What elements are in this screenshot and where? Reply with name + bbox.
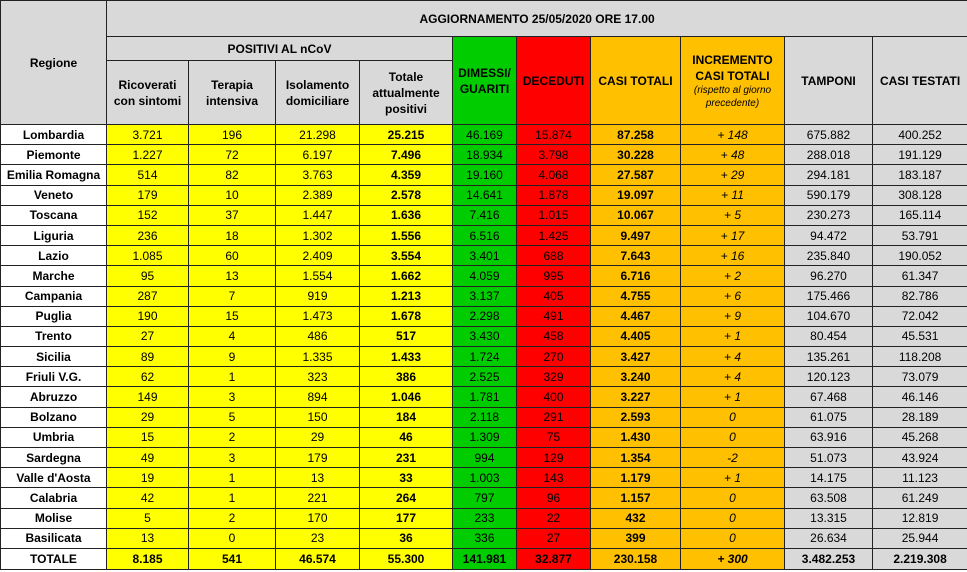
totale-positivi-cell: 264 — [360, 488, 453, 508]
casi-totali-cell: 3.240 — [591, 367, 681, 387]
isolamento-cell: 3.763 — [276, 165, 360, 185]
casi-totali-header: CASI TOTALI — [591, 37, 681, 125]
dimessi-cell: 994 — [453, 448, 517, 468]
isolamento-cell: 2.409 — [276, 246, 360, 266]
region-name: Marche — [1, 266, 107, 286]
total-testati: 2.219.308 — [873, 548, 967, 569]
tamponi-cell: 288.018 — [785, 145, 873, 165]
deceduti-cell: 3.798 — [517, 145, 591, 165]
tamponi-cell: 294.181 — [785, 165, 873, 185]
deceduti-cell: 129 — [517, 448, 591, 468]
table-row — [1, 125, 967, 145]
tamponi-cell: 675.882 — [785, 125, 873, 145]
table-row — [1, 347, 967, 367]
ricoverati-cell: 42 — [107, 488, 189, 508]
table-row — [1, 205, 967, 225]
isolamento-cell: 1.554 — [276, 266, 360, 286]
totale-positivi-cell: 386 — [360, 367, 453, 387]
region-name: Molise — [1, 508, 107, 528]
incremento-cell: + 2 — [681, 266, 785, 286]
region-name: Sicilia — [1, 347, 107, 367]
terapia-cell: 196 — [189, 125, 276, 145]
region-rows — [1, 125, 967, 549]
tamponi-cell: 94.472 — [785, 225, 873, 245]
tamponi-cell: 26.634 — [785, 528, 873, 548]
deceduti-cell: 491 — [517, 306, 591, 326]
table-row — [1, 407, 967, 427]
isolamento-cell: 150 — [276, 407, 360, 427]
totale-positivi-cell: 184 — [360, 407, 453, 427]
casi-testati-cell: 61.347 — [873, 266, 967, 286]
casi-testati-cell: 400.252 — [873, 125, 967, 145]
casi-testati-cell: 73.079 — [873, 367, 967, 387]
region-name: Puglia — [1, 306, 107, 326]
totale-positivi-cell: 231 — [360, 448, 453, 468]
dimessi-cell: 3.401 — [453, 246, 517, 266]
table-row — [1, 145, 967, 165]
ricoverati-cell: 62 — [107, 367, 189, 387]
casi-testati-cell: 82.786 — [873, 286, 967, 306]
ricoverati-cell: 95 — [107, 266, 189, 286]
casi-testati-cell: 183.187 — [873, 165, 967, 185]
casi-totali-cell: 432 — [591, 508, 681, 528]
casi-testati-cell: 53.791 — [873, 225, 967, 245]
table-row — [1, 427, 967, 447]
totale-positivi-cell: 7.496 — [360, 145, 453, 165]
incremento-cell: + 4 — [681, 347, 785, 367]
deceduti-cell: 1.878 — [517, 185, 591, 205]
incremento-cell: + 148 — [681, 125, 785, 145]
dimessi-cell: 1.724 — [453, 347, 517, 367]
region-name: Basilicata — [1, 528, 107, 548]
tamponi-cell: 590.179 — [785, 185, 873, 205]
totale-positivi-cell: 1.636 — [360, 205, 453, 225]
casi-totali-cell: 10.067 — [591, 205, 681, 225]
deceduti-cell: 27 — [517, 528, 591, 548]
terapia-cell: 82 — [189, 165, 276, 185]
region-name: Friuli V.G. — [1, 367, 107, 387]
casi-testati-cell: 118.208 — [873, 347, 967, 367]
deceduti-cell: 405 — [517, 286, 591, 306]
terapia-cell: 72 — [189, 145, 276, 165]
deceduti-cell: 1.425 — [517, 225, 591, 245]
casi-testati-cell: 25.944 — [873, 528, 967, 548]
ricoverati-cell: 5 — [107, 508, 189, 528]
table-row — [1, 306, 967, 326]
casi-totali-cell: 1.179 — [591, 468, 681, 488]
table-row — [1, 246, 967, 266]
casi-totali-cell: 2.593 — [591, 407, 681, 427]
total-ricoverati: 8.185 — [107, 548, 189, 569]
terapia-cell: 4 — [189, 326, 276, 346]
incremento-cell: 0 — [681, 508, 785, 528]
isolamento-cell: 919 — [276, 286, 360, 306]
isolamento-cell: 23 — [276, 528, 360, 548]
deceduti-cell: 329 — [517, 367, 591, 387]
dimessi-cell: 1.309 — [453, 427, 517, 447]
region-name: Veneto — [1, 185, 107, 205]
total-incremento: + 300 — [681, 548, 785, 569]
ricoverati-cell: 236 — [107, 225, 189, 245]
table-row — [1, 508, 967, 528]
dimessi-cell: 18.934 — [453, 145, 517, 165]
totals-row — [1, 548, 967, 569]
table-row — [1, 488, 967, 508]
casi-testati-cell: 43.924 — [873, 448, 967, 468]
isolamento-cell: 894 — [276, 387, 360, 407]
ricoverati-cell: 152 — [107, 205, 189, 225]
casi-totali-cell: 4.467 — [591, 306, 681, 326]
totale-positivi-cell: 1.662 — [360, 266, 453, 286]
deceduti-cell: 400 — [517, 387, 591, 407]
tamponi-cell: 63.508 — [785, 488, 873, 508]
terapia-cell: 1 — [189, 367, 276, 387]
terapia-cell: 9 — [189, 347, 276, 367]
casi-totali-cell: 7.643 — [591, 246, 681, 266]
totale-positivi-cell: 177 — [360, 508, 453, 528]
casi-testati-cell: 191.129 — [873, 145, 967, 165]
deceduti-cell: 75 — [517, 427, 591, 447]
total-terapia: 541 — [189, 548, 276, 569]
casi-testati-cell: 28.189 — [873, 407, 967, 427]
region-name: Sardegna — [1, 448, 107, 468]
isolamento-cell: 6.197 — [276, 145, 360, 165]
ricoverati-cell: 19 — [107, 468, 189, 488]
terapia-cell: 1 — [189, 488, 276, 508]
casi-testati-cell: 72.042 — [873, 306, 967, 326]
tamponi-cell: 120.123 — [785, 367, 873, 387]
region-name: Valle d'Aosta — [1, 468, 107, 488]
casi-testati-cell: 45.531 — [873, 326, 967, 346]
terapia-cell: 2 — [189, 427, 276, 447]
casi-testati-cell: 46.146 — [873, 387, 967, 407]
casi-totali-cell: 3.427 — [591, 347, 681, 367]
terapia-cell: 60 — [189, 246, 276, 266]
table-row — [1, 266, 967, 286]
deceduti-cell: 1.015 — [517, 205, 591, 225]
terapia-cell: 7 — [189, 286, 276, 306]
tamponi-cell: 104.670 — [785, 306, 873, 326]
tamponi-cell: 61.075 — [785, 407, 873, 427]
totale-positivi-cell: 46 — [360, 427, 453, 447]
dimessi-cell: 3.137 — [453, 286, 517, 306]
casi-testati-cell: 12.819 — [873, 508, 967, 528]
tamponi-cell: 80.454 — [785, 326, 873, 346]
incremento-cell: + 1 — [681, 387, 785, 407]
totale-positivi-cell: 36 — [360, 528, 453, 548]
ricoverati-cell: 29 — [107, 407, 189, 427]
totale-positivi-cell: 2.578 — [360, 185, 453, 205]
incremento-header — [681, 37, 785, 125]
casi-testati-cell: 165.114 — [873, 205, 967, 225]
isolamento-cell: 486 — [276, 326, 360, 346]
terapia-header: Terapia intensiva — [189, 61, 276, 125]
deceduti-cell: 688 — [517, 246, 591, 266]
casi-totali-cell: 27.587 — [591, 165, 681, 185]
terapia-cell: 3 — [189, 387, 276, 407]
total-tamponi: 3.482.253 — [785, 548, 873, 569]
isolamento-cell: 1.447 — [276, 205, 360, 225]
totals-label: TOTALE — [1, 548, 107, 569]
table-row — [1, 387, 967, 407]
terapia-cell: 10 — [189, 185, 276, 205]
incremento-cell: + 29 — [681, 165, 785, 185]
region-name: Calabria — [1, 488, 107, 508]
isolamento-cell: 29 — [276, 427, 360, 447]
deceduti-cell: 4.068 — [517, 165, 591, 185]
totale-positivi-cell: 1.213 — [360, 286, 453, 306]
terapia-cell: 37 — [189, 205, 276, 225]
table-row — [1, 367, 967, 387]
incremento-cell: + 9 — [681, 306, 785, 326]
terapia-cell: 3 — [189, 448, 276, 468]
total-positivi: 55.300 — [360, 548, 453, 569]
totale-positivi-cell: 1.046 — [360, 387, 453, 407]
dimessi-cell: 46.169 — [453, 125, 517, 145]
tamponi-cell: 230.273 — [785, 205, 873, 225]
ricoverati-cell: 190 — [107, 306, 189, 326]
isolamento-cell: 13 — [276, 468, 360, 488]
casi-totali-cell: 399 — [591, 528, 681, 548]
terapia-cell: 13 — [189, 266, 276, 286]
totale-positivi-cell: 1.556 — [360, 225, 453, 245]
incremento-cell: + 11 — [681, 185, 785, 205]
ricoverati-cell: 49 — [107, 448, 189, 468]
ricoverati-cell: 13 — [107, 528, 189, 548]
ricoverati-cell: 514 — [107, 165, 189, 185]
isolamento-cell: 323 — [276, 367, 360, 387]
isolamento-cell: 179 — [276, 448, 360, 468]
tamponi-header: TAMPONI — [785, 37, 873, 125]
incremento-cell: 0 — [681, 407, 785, 427]
ricoverati-cell: 27 — [107, 326, 189, 346]
update-title: AGGIORNAMENTO 25/05/2020 ORE 17.00 — [107, 1, 967, 37]
ricoverati-cell: 149 — [107, 387, 189, 407]
casi-testati-cell: 190.052 — [873, 246, 967, 266]
table-row — [1, 468, 967, 488]
tamponi-cell: 96.270 — [785, 266, 873, 286]
deceduti-cell: 291 — [517, 407, 591, 427]
region-name: Piemonte — [1, 145, 107, 165]
tamponi-cell: 175.466 — [785, 286, 873, 306]
dimessi-cell: 3.430 — [453, 326, 517, 346]
incremento-cell: 0 — [681, 528, 785, 548]
deceduti-header: DECEDUTI — [517, 37, 591, 125]
casi-totali-cell: 30.228 — [591, 145, 681, 165]
incremento-cell: + 5 — [681, 205, 785, 225]
ricoverati-cell: 179 — [107, 185, 189, 205]
incremento-note: (rispetto al giorno precedente) — [693, 84, 772, 109]
region-name: Toscana — [1, 205, 107, 225]
totale-positivi-cell: 33 — [360, 468, 453, 488]
totale-positivi-cell: 3.554 — [360, 246, 453, 266]
region-header: Regione — [1, 1, 107, 125]
dimessi-cell: 2.298 — [453, 306, 517, 326]
casi-totali-cell: 1.157 — [591, 488, 681, 508]
terapia-cell: 1 — [189, 468, 276, 488]
ricoverati-cell: 15 — [107, 427, 189, 447]
total-casi: 230.158 — [591, 548, 681, 569]
dimessi-cell: 797 — [453, 488, 517, 508]
dimessi-cell: 7.416 — [453, 205, 517, 225]
dimessi-cell: 1.003 — [453, 468, 517, 488]
casi-totali-cell: 3.227 — [591, 387, 681, 407]
total-deceduti: 32.877 — [517, 548, 591, 569]
deceduti-cell: 22 — [517, 508, 591, 528]
deceduti-cell: 995 — [517, 266, 591, 286]
tamponi-cell: 13.315 — [785, 508, 873, 528]
positives-group-header: POSITIVI AL nCoV — [107, 37, 453, 61]
casi-testati-cell: 308.128 — [873, 185, 967, 205]
region-name: Emilia Romagna — [1, 165, 107, 185]
terapia-cell: 15 — [189, 306, 276, 326]
dimessi-cell: 2.525 — [453, 367, 517, 387]
table-row — [1, 448, 967, 468]
casi-totali-cell: 4.755 — [591, 286, 681, 306]
ricoverati-cell: 89 — [107, 347, 189, 367]
casi-totali-cell: 87.258 — [591, 125, 681, 145]
deceduti-cell: 270 — [517, 347, 591, 367]
incremento-cell: + 4 — [681, 367, 785, 387]
table-row — [1, 528, 967, 548]
casi-totali-cell: 19.097 — [591, 185, 681, 205]
incremento-cell: 0 — [681, 427, 785, 447]
ricoverati-header: Ricoverati con sintomi — [107, 61, 189, 125]
region-name: Trento — [1, 326, 107, 346]
incremento-cell: + 16 — [681, 246, 785, 266]
table-row — [1, 225, 967, 245]
isolamento-cell: 221 — [276, 488, 360, 508]
casi-totali-cell: 4.405 — [591, 326, 681, 346]
incremento-cell: -2 — [681, 448, 785, 468]
tamponi-cell: 63.916 — [785, 427, 873, 447]
table-row — [1, 326, 967, 346]
dimessi-cell: 6.516 — [453, 225, 517, 245]
isolamento-cell: 170 — [276, 508, 360, 528]
dimessi-cell: 233 — [453, 508, 517, 528]
casi-totali-cell: 1.430 — [591, 427, 681, 447]
terapia-cell: 0 — [189, 528, 276, 548]
terapia-cell: 18 — [189, 225, 276, 245]
totale-positivi-cell: 1.433 — [360, 347, 453, 367]
dimessi-cell: 4.059 — [453, 266, 517, 286]
tamponi-cell: 14.175 — [785, 468, 873, 488]
casi-totali-cell: 6.716 — [591, 266, 681, 286]
region-name: Abruzzo — [1, 387, 107, 407]
dimessi-cell: 14.641 — [453, 185, 517, 205]
incremento-title: INCREMENTO CASI TOTALI — [692, 52, 773, 83]
totale-positivi-header: Totale attualmente positivi — [360, 61, 453, 125]
isolamento-cell: 2.389 — [276, 185, 360, 205]
table-row — [1, 185, 967, 205]
deceduti-cell: 143 — [517, 468, 591, 488]
region-name: Liguria — [1, 225, 107, 245]
casi-totali-cell: 9.497 — [591, 225, 681, 245]
deceduti-cell: 15.874 — [517, 125, 591, 145]
totale-positivi-cell: 517 — [360, 326, 453, 346]
incremento-cell: + 48 — [681, 145, 785, 165]
casi-testati-cell: 61.249 — [873, 488, 967, 508]
total-dimessi: 141.981 — [453, 548, 517, 569]
dimessi-cell: 19.160 — [453, 165, 517, 185]
dimessi-cell: 2.118 — [453, 407, 517, 427]
isolamento-header: Isolamento domiciliare — [276, 61, 360, 125]
dimessi-cell: 336 — [453, 528, 517, 548]
casi-testati-cell: 11.123 — [873, 468, 967, 488]
tamponi-cell: 67.468 — [785, 387, 873, 407]
tamponi-cell: 235.840 — [785, 246, 873, 266]
table-row — [1, 165, 967, 185]
tamponi-cell: 135.261 — [785, 347, 873, 367]
totale-positivi-cell: 25.215 — [360, 125, 453, 145]
casi-testati-cell: 45.268 — [873, 427, 967, 447]
isolamento-cell: 1.335 — [276, 347, 360, 367]
deceduti-cell: 458 — [517, 326, 591, 346]
ricoverati-cell: 3.721 — [107, 125, 189, 145]
incremento-cell: + 6 — [681, 286, 785, 306]
total-isolamento: 46.574 — [276, 548, 360, 569]
terapia-cell: 2 — [189, 508, 276, 528]
deceduti-cell: 96 — [517, 488, 591, 508]
incremento-cell: 0 — [681, 488, 785, 508]
dimessi-cell: 1.781 — [453, 387, 517, 407]
region-name: Campania — [1, 286, 107, 306]
dimessi-header: DIMESSI/ GUARITI — [453, 37, 517, 125]
isolamento-cell: 1.473 — [276, 306, 360, 326]
region-name: Bolzano — [1, 407, 107, 427]
ricoverati-cell: 1.085 — [107, 246, 189, 266]
incremento-cell: + 1 — [681, 326, 785, 346]
ricoverati-cell: 1.227 — [107, 145, 189, 165]
isolamento-cell: 1.302 — [276, 225, 360, 245]
incremento-cell: + 1 — [681, 468, 785, 488]
tamponi-cell: 51.073 — [785, 448, 873, 468]
terapia-cell: 5 — [189, 407, 276, 427]
casi-totali-cell: 1.354 — [591, 448, 681, 468]
region-name: Lombardia — [1, 125, 107, 145]
region-name: Lazio — [1, 246, 107, 266]
incremento-cell: + 17 — [681, 225, 785, 245]
isolamento-cell: 21.298 — [276, 125, 360, 145]
totale-positivi-cell: 1.678 — [360, 306, 453, 326]
casi-testati-header: CASI TESTATI — [873, 37, 967, 125]
region-name: Umbria — [1, 427, 107, 447]
table-row — [1, 286, 967, 306]
totale-positivi-cell: 4.359 — [360, 165, 453, 185]
ricoverati-cell: 287 — [107, 286, 189, 306]
